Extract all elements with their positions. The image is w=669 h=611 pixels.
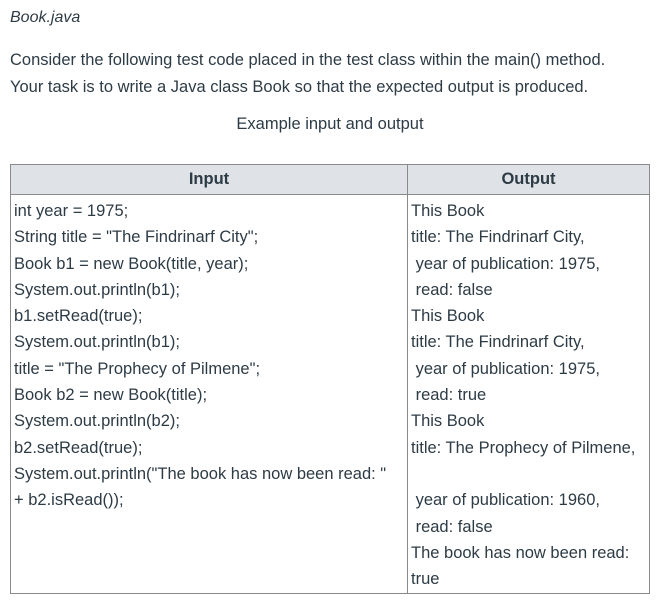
output-text-cell: [411, 198, 647, 592]
output-text-line: year of publication: 1975,: [411, 359, 600, 378]
input-code-line: System.out.println(b1);: [14, 333, 180, 352]
output-text-line: read: false: [411, 517, 493, 536]
input-column-header: Input: [188, 170, 230, 188]
input-code-cell: [14, 198, 404, 514]
input-code-line: Book b2 = new Book(title);: [14, 386, 208, 405]
input-code-line: int year = 1975;: [14, 202, 129, 220]
task-description: [10, 47, 660, 101]
description-line: Your task is to write a Java class Book so that the expected output is produced.: [10, 78, 589, 96]
output-column-header: Output: [501, 170, 556, 188]
output-text-line: title: The Findrinarf City,: [411, 228, 585, 247]
output-text-line: [411, 461, 647, 487]
table-header-row: [11, 165, 649, 195]
input-code-line: System.out.println("The book has now been read: ": [14, 464, 387, 483]
output-text-line: year of publication: 1975,: [411, 254, 600, 273]
input-code-line: System.out.println(b2);: [14, 412, 180, 431]
output-text-line: This Book: [411, 412, 485, 431]
filename-heading: Book.java: [10, 9, 81, 26]
input-code-line: title = "The Prophecy of Pilmene";: [14, 359, 261, 378]
output-text-line: year of publication: 1960,: [411, 491, 600, 510]
input-code-line: b2.setRead(true);: [14, 438, 143, 457]
input-code-line: + b2.isRead());: [14, 491, 124, 510]
input-code-line: b1.setRead(true);: [14, 307, 143, 326]
output-text-line: true: [411, 570, 440, 589]
output-text-line: The book has now been read:: [411, 543, 630, 562]
output-text-line: read: false: [411, 280, 493, 299]
input-code-line: String title = "The Findrinarf City";: [14, 228, 259, 247]
description-line: Consider the following test code placed in the test class within the main() method.: [10, 51, 606, 69]
output-text-line: This Book: [411, 202, 485, 220]
output-text-line: This Book: [411, 307, 485, 326]
input-code-line: System.out.println(b1);: [14, 280, 180, 299]
table-caption: Example input and output: [236, 115, 424, 133]
input-code-line: Book b1 = new Book(title, year);: [14, 254, 249, 273]
input-output-table: [10, 164, 650, 594]
output-text-line: title: The Prophecy of Pilmene,: [411, 438, 636, 457]
output-text-line: title: The Findrinarf City,: [411, 333, 585, 352]
output-text-line: read: true: [411, 386, 487, 405]
column-divider: [407, 165, 408, 593]
